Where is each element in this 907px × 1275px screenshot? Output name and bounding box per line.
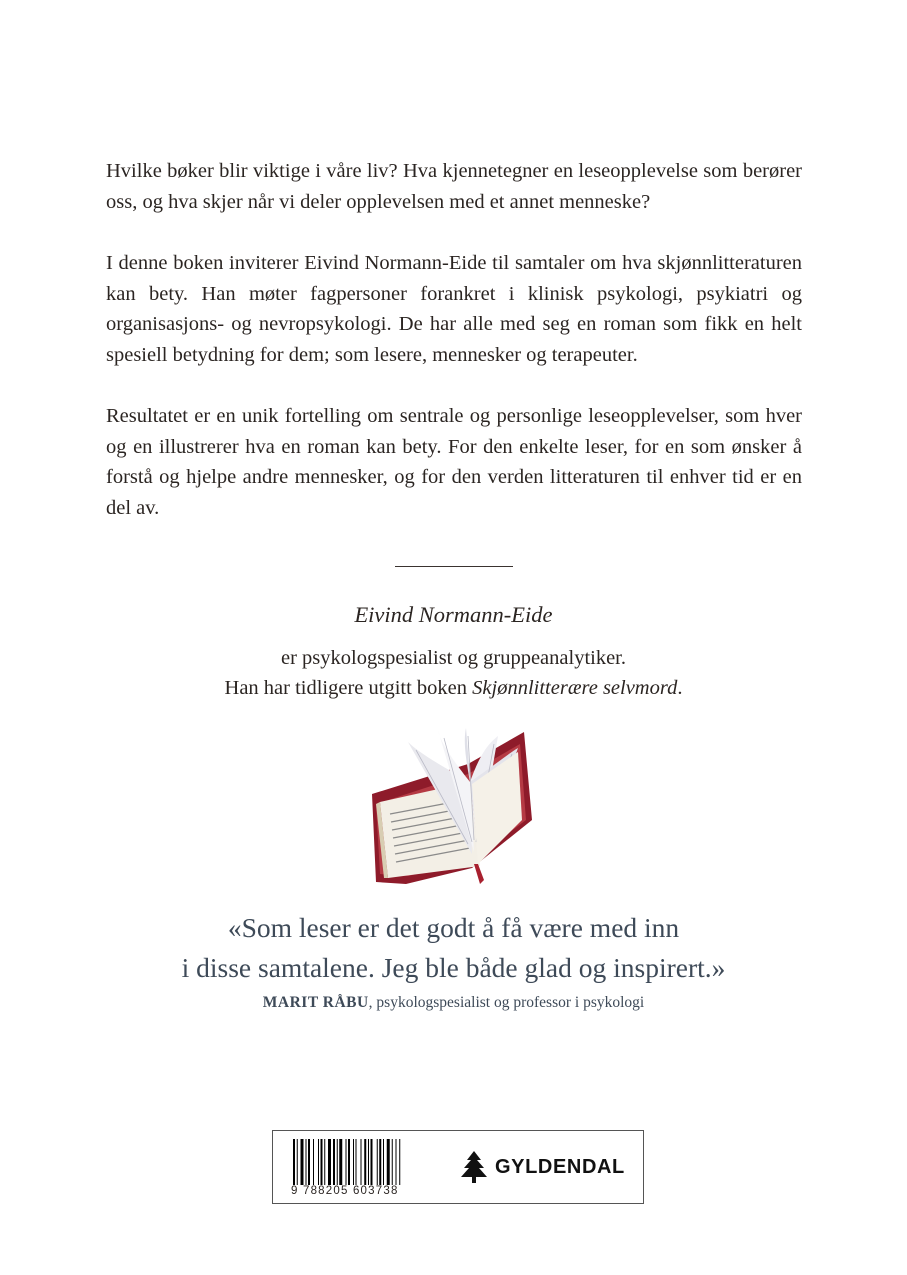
- quote-author-role: , psykologspesialist og professor i psykologi: [368, 994, 645, 1011]
- quote-line-2: i disse samtalene. Jeg ble både glad og inspirert.»: [181, 952, 726, 983]
- author-bio: [0, 643, 907, 703]
- previous-book-title: Skjønnlitterære selvmord: [472, 677, 678, 699]
- author-bio-line-2: [0, 673, 907, 703]
- section-divider: [395, 566, 513, 567]
- publisher-name: GYLDENDAL: [495, 1155, 625, 1178]
- blurb-paragraph-2: I denne boken inviterer Eivind Normann-Eide til samtaler om hva skjønnlitteraturen kan bety. Han møter fagpersoner forankret i klinisk psykologi, psykiatri og organisasjons- og nevropsykologi. De har alle med seg en roman som fikk en helt spesiell betydning for dem; som lesere, mennesker og terapeuter.: [106, 252, 802, 366]
- open-book-illustration: [368, 724, 532, 890]
- tree-icon: [459, 1150, 489, 1184]
- quote-author-name: MARIT RÅBU: [262, 994, 369, 1011]
- isbn-number: 9 788205 603738: [291, 1185, 399, 1197]
- barcode: [291, 1139, 441, 1185]
- publisher-logo: [459, 1149, 634, 1185]
- author-bio-line-1: er psykologspesialist og gruppeanalytiker.: [280, 647, 627, 669]
- barcode-box: [272, 1130, 644, 1204]
- author-bio-suffix: .: [677, 677, 683, 699]
- blurb: [106, 156, 802, 554]
- review-quote: [0, 908, 907, 988]
- quote-attribution: [0, 994, 907, 1012]
- blurb-paragraph-3: Resultatet er en unik fortelling om sentrale og personlige leseopplevelser, som hver og en illustrerer hva en roman kan bety. For den enkelte leser, for en som ønsker å forstå og hjelpe andre mennesker, og for den verden litteraturen til enhver tid er en del av.: [106, 405, 802, 519]
- quote-line-1: «Som leser er det godt å få være med inn: [227, 912, 680, 943]
- blurb-paragraph-1: Hvilke bøker blir viktige i våre liv? Hva kjennetegner en leseopplevelse som berører oss, og hva skjer når vi deler opplevelsen med et annet menneske?: [106, 160, 802, 213]
- author-bio-prefix: Han har tidligere utgitt boken: [224, 677, 473, 699]
- author-name: Eivind Normann-Eide: [354, 602, 553, 627]
